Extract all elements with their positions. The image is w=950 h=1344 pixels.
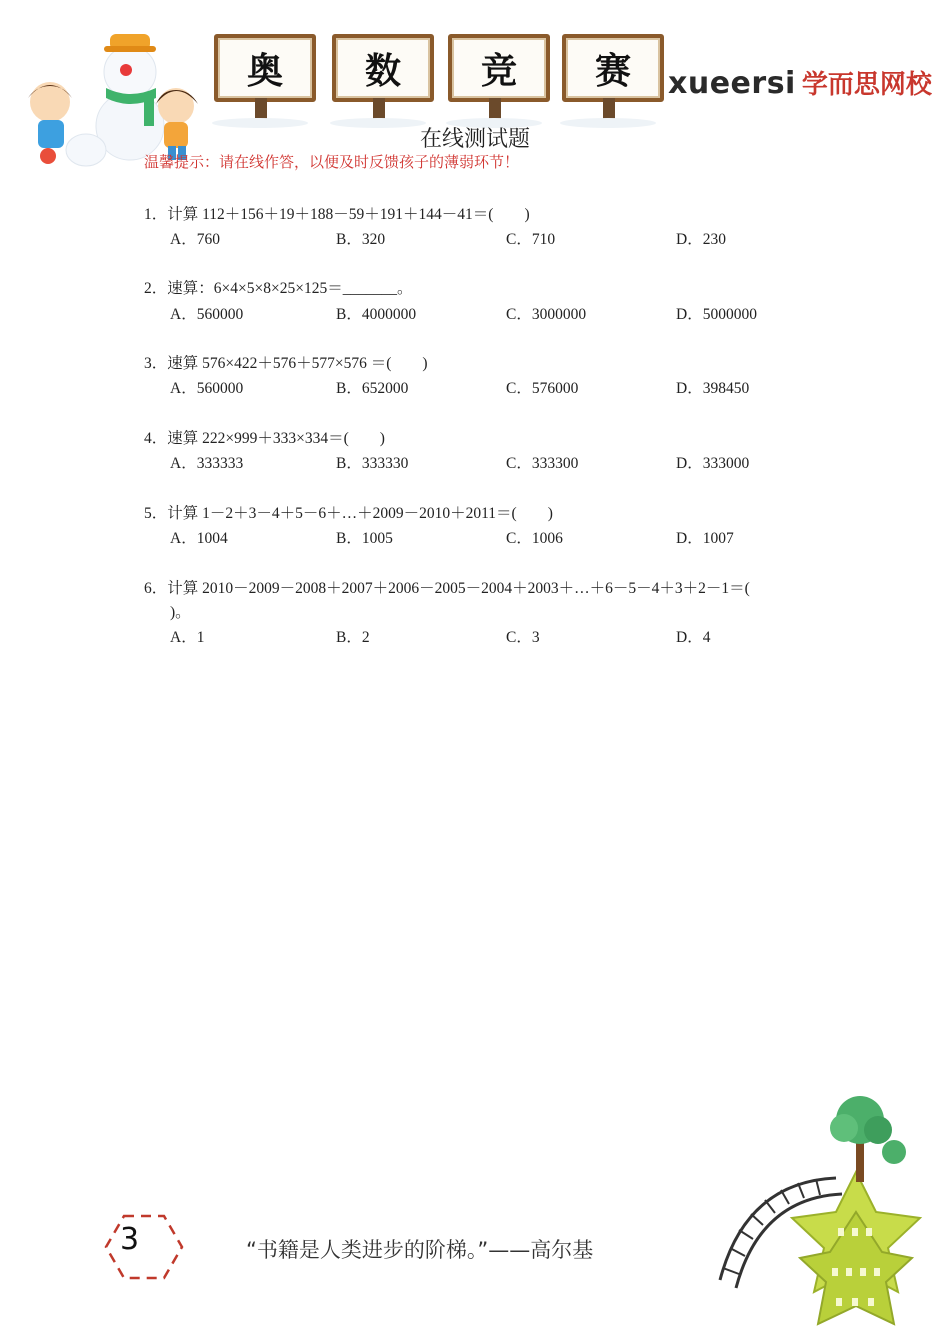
brand-name-en: xueersi — [668, 66, 796, 101]
option-d[interactable]: D．5000000 — [676, 306, 757, 323]
option-c[interactable]: C．333300 — [506, 455, 579, 472]
option-c[interactable]: C．576000 — [506, 380, 579, 397]
option-a[interactable]: A．333333 — [170, 455, 244, 472]
option-d[interactable]: D．1007 — [676, 530, 734, 547]
footer-quote: “书籍是人类进步的阶梯。”——高尔基 — [246, 1238, 594, 1262]
warm-tip: 温馨提示：请在线作答，以便及时反馈孩子的薄弱环节！ — [144, 155, 520, 171]
option-b[interactable]: B．652000 — [336, 380, 409, 397]
option-d[interactable]: D．230 — [676, 231, 726, 248]
brand-name-cn: 学而思网校 — [801, 70, 932, 100]
question-4: 4．速算 222×999＋333×334＝( ) — [144, 430, 385, 447]
option-c[interactable]: C．3 — [506, 629, 540, 646]
option-d[interactable]: D．333000 — [676, 455, 750, 472]
sign-board-2 — [332, 34, 434, 102]
option-b[interactable]: B．4000000 — [336, 306, 417, 323]
option-a[interactable]: A．1004 — [170, 530, 228, 547]
question-1: 1．计算 112＋156＋19＋188－59＋191＋144－41＝( ) — [144, 206, 530, 223]
option-c[interactable]: C．3000000 — [506, 306, 587, 323]
option-b[interactable]: B．333330 — [336, 455, 409, 472]
question-2: 2．速算：6×4×5×8×25×125＝_______。 — [144, 280, 413, 297]
sign-board-3 — [448, 34, 550, 102]
brand-logo — [668, 64, 932, 101]
sign-char: 奥 — [246, 50, 283, 92]
sign-char: 竞 — [480, 50, 517, 92]
page-number: 3 — [120, 1222, 140, 1257]
option-c[interactable]: C．1006 — [506, 530, 563, 547]
question-6-continuation: )。 — [170, 604, 191, 621]
option-d[interactable]: D．4 — [676, 629, 711, 646]
castle-tree-illustration — [706, 1092, 942, 1338]
option-a[interactable]: A．760 — [170, 231, 220, 248]
option-b[interactable]: B．2 — [336, 629, 370, 646]
question-3: 3．速算 576×422＋576＋577×576 ＝( ) — [144, 355, 428, 372]
page-number-hexagon — [104, 1212, 184, 1282]
option-a[interactable]: A．560000 — [170, 306, 244, 323]
option-b[interactable]: B．320 — [336, 231, 386, 248]
option-b[interactable]: B．1005 — [336, 530, 393, 547]
option-a[interactable]: A．560000 — [170, 380, 244, 397]
option-c[interactable]: C．710 — [506, 231, 556, 248]
option-d[interactable]: D．398450 — [676, 380, 750, 397]
sign-board-4 — [562, 34, 664, 102]
question-6: 6．计算 2010－2009－2008＋2007＋2006－2005－2004＋2003＋…＋6－5－4＋3＋2－1＝( — [144, 580, 750, 597]
page-title: 在线测试题 — [419, 126, 530, 151]
sign-char: 数 — [364, 50, 401, 92]
sign-char: 赛 — [594, 50, 631, 92]
question-5: 5．计算 1－2＋3－4＋5－6＋…＋2009－2010＋2011＝( ) — [144, 505, 553, 522]
sign-board-1 — [214, 34, 316, 102]
option-a[interactable]: A．1 — [170, 629, 205, 646]
